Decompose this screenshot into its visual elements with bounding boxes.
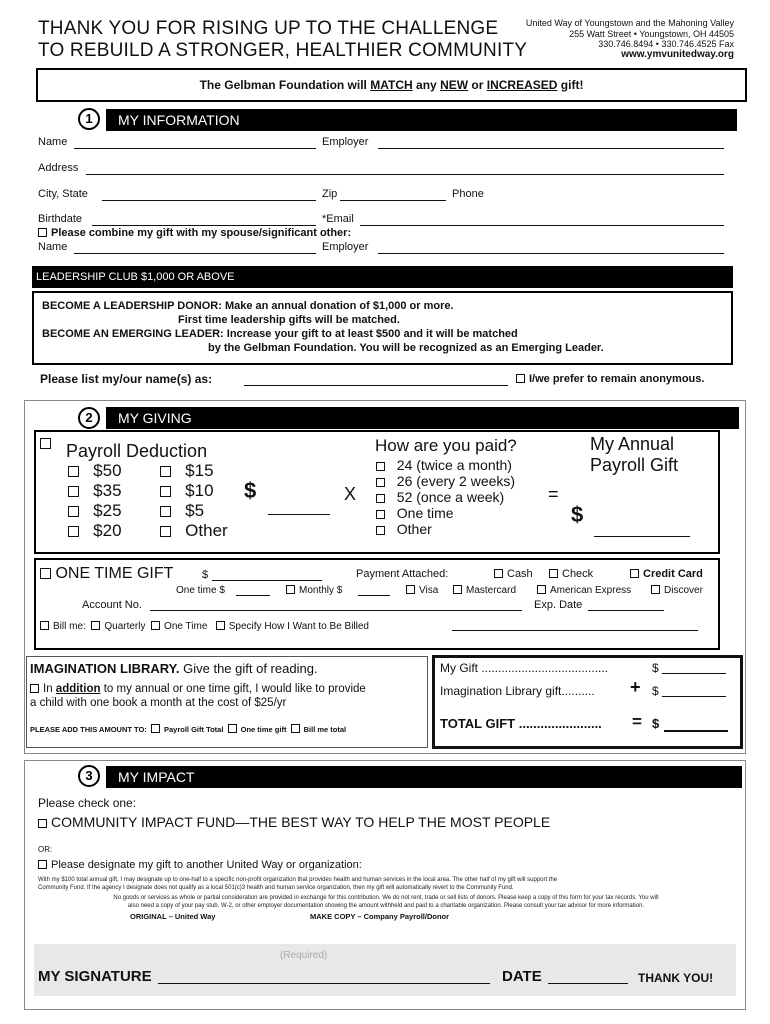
visa-checkbox[interactable]	[406, 585, 415, 594]
birthdate-field[interactable]	[92, 225, 316, 226]
imagination-gift-field[interactable]	[662, 696, 726, 697]
section-3-number: 3	[78, 765, 100, 787]
check-label: Check	[562, 568, 594, 580]
payroll-amounts-right	[160, 461, 228, 541]
payment-attached-label: Payment Attached:	[356, 568, 449, 580]
emerging-leader-recognition: by the Gelbman Foundation. You will be recognized as an Emerging Leader.	[208, 342, 604, 354]
one-time-billing-label: One Time	[164, 621, 208, 632]
city-state-field[interactable]	[102, 200, 316, 201]
mastercard-label: Mastercard	[466, 585, 517, 596]
specify-billing-field[interactable]	[452, 630, 698, 631]
match-prefix: The Gelbman Foundation will	[199, 78, 367, 92]
my-gift-label: My Gift ......................................	[440, 661, 609, 675]
my-gift-dollar: $	[652, 661, 659, 675]
fine-print-3: No goods or services as whole or partial consideration are provided in exchange for this contribution. We do not rent, trade or sell lists of donors. Please keep a copy of this form for your tax records. You will	[113, 895, 659, 901]
add-amount-label: PLEASE ADD THIS AMOUNT TO:	[30, 725, 147, 734]
pay-frequency-list	[376, 457, 515, 537]
imagination-checkbox[interactable]	[30, 684, 39, 693]
pay-frequency-checkbox[interactable]	[376, 462, 385, 471]
pay-frequency-option[interactable]: Other	[376, 521, 515, 537]
imagination-title-row	[30, 661, 318, 676]
amount-checkbox[interactable]	[68, 466, 79, 477]
exp-date-label: Exp. Date	[534, 599, 583, 611]
add-bill-me-checkbox[interactable]	[291, 724, 300, 733]
amount-option[interactable]: $50	[68, 461, 122, 481]
fine-print-2: Community Fund. If the agency I designate does not qualify as a local 501(c)3 health and human service organization, then my gift will automatically revert to the Community Fund.	[38, 884, 514, 891]
annual-gift-title	[590, 434, 678, 476]
community-fund-option[interactable]	[38, 814, 550, 830]
section-2-header	[106, 407, 739, 429]
pay-frequency-option[interactable]: One time	[376, 505, 515, 521]
community-fund-checkbox[interactable]	[38, 819, 47, 828]
zip-label: Zip	[322, 188, 338, 200]
signature-field[interactable]	[158, 983, 490, 984]
imagination-gift-dollar: $	[652, 684, 659, 698]
email-label: *Email	[322, 213, 354, 225]
leadership-box	[32, 291, 733, 365]
per-period-amount-field[interactable]	[268, 514, 330, 515]
phone-label: Phone	[452, 188, 484, 200]
bill-me-row	[40, 621, 369, 632]
match-or: or	[471, 78, 484, 92]
or-label: OR:	[38, 845, 53, 854]
pay-frequency-checkbox[interactable]	[376, 526, 385, 535]
equals-sign: =	[548, 484, 559, 504]
designate-label: Please designate my gift to another United Way or organization:	[51, 859, 362, 871]
pay-frequency-checkbox[interactable]	[376, 494, 385, 503]
times-sign: X	[344, 484, 357, 504]
org-website: www.ymvunitedway.org	[621, 48, 734, 60]
bill-me-checkbox[interactable]	[40, 621, 49, 630]
amex-label: American Express	[550, 585, 632, 596]
pay-frequency-checkbox[interactable]	[376, 478, 385, 487]
total-gift-field[interactable]	[664, 730, 728, 732]
fine-print-1: With my $100 total annual gift, I may designate up to one-half to a specific non-profit organization that provides health and human services in the local area. The other half of my gift will support the	[38, 877, 558, 883]
zip-field[interactable]	[340, 200, 446, 201]
email-field[interactable]	[360, 225, 724, 226]
cash-option[interactable]	[494, 568, 533, 580]
spouse-name-field[interactable]	[74, 253, 316, 254]
section-2-number: 2	[78, 407, 100, 429]
combine-label: Please combine my gift with my spouse/significant other:	[51, 227, 352, 239]
match-increased: INCREASED	[486, 78, 558, 92]
pay-frequency-option[interactable]: 52 (once a week)	[376, 489, 515, 505]
list-names-label: Please list my/our name(s) as:	[40, 372, 213, 386]
discover-label: Discover	[664, 585, 703, 596]
one-time-gift-amount-field[interactable]	[212, 580, 322, 581]
discover-checkbox[interactable]	[651, 585, 660, 594]
amount-checkbox[interactable]	[160, 466, 171, 477]
leadership-header	[32, 266, 733, 288]
designate-checkbox[interactable]	[38, 860, 47, 869]
org-phone: 330.746.8494 • 330.746.4525 Fax	[598, 39, 734, 49]
copy-note: MAKE COPY – Company Payroll/Donor	[310, 912, 450, 921]
specify-billing-label: Specify How I Want to Be Billed	[228, 621, 369, 632]
check-option[interactable]	[549, 568, 593, 580]
address-field[interactable]	[86, 174, 724, 175]
mastercard-checkbox[interactable]	[453, 585, 462, 594]
amount-option[interactable]: $25	[68, 501, 122, 521]
imagination-tagline: Give the gift of reading.	[183, 661, 318, 676]
amount-checkbox[interactable]	[160, 526, 171, 537]
title-line-1: THANK YOU FOR RISING UP TO THE CHALLENGE	[38, 18, 499, 39]
monthly-option[interactable]	[286, 585, 342, 596]
org-name: United Way of Youngstown and the Mahoning Valley	[525, 18, 734, 28]
leadership-first-time-text: First time leadership gifts will be matched.	[178, 314, 400, 326]
match-word: MATCH	[370, 78, 413, 92]
anonymous-row	[516, 373, 704, 385]
how-paid-label: How are you paid?	[375, 436, 517, 455]
one-time-billing-checkbox[interactable]	[151, 621, 160, 630]
designate-option[interactable]	[38, 859, 362, 871]
spouse-employer-label: Employer	[322, 241, 369, 253]
title-line-2: TO REBUILD A STRONGER, HEALTHIER COMMUNITY	[38, 40, 528, 61]
payroll-amounts-left	[68, 461, 122, 541]
list-names-field[interactable]	[244, 385, 508, 386]
amount-option[interactable]: $35	[68, 481, 122, 501]
visa-label: Visa	[419, 585, 439, 596]
amount-checkbox[interactable]	[68, 506, 79, 517]
leadership-donor-text: BECOME A LEADERSHIP DONOR: Make an annual donation of $1,000 or more.	[42, 300, 454, 312]
amex-option[interactable]	[537, 585, 631, 596]
one-time-amount-label: One time $	[176, 585, 225, 596]
spouse-employer-field[interactable]	[378, 253, 724, 254]
credit-card-option[interactable]	[630, 568, 703, 580]
combine-checkbox[interactable]	[38, 228, 47, 237]
quarterly-label: Quarterly	[104, 621, 146, 632]
total-gift-label: TOTAL GIFT .......................	[440, 716, 602, 731]
city-state-label: City, State	[38, 188, 88, 200]
section-1-number: 1	[78, 108, 100, 130]
amount-option[interactable]: Other	[160, 521, 228, 541]
thank-you-text: THANK YOU!	[638, 971, 714, 985]
total-gift-dollar: $	[652, 716, 660, 731]
amount-checkbox[interactable]	[68, 486, 79, 497]
annual-gift-dollar: $	[571, 502, 584, 527]
mastercard-option[interactable]	[453, 585, 516, 596]
add-payroll-label: Payroll Gift Total	[163, 725, 224, 734]
check-one-label: Please check one:	[38, 796, 137, 810]
required-hint: (Required)	[280, 950, 328, 961]
match-suffix: gift!	[560, 78, 584, 92]
employer-label: Employer	[322, 136, 369, 148]
my-gift-field[interactable]	[662, 673, 726, 674]
date-field[interactable]	[548, 983, 628, 984]
per-period-dollar: $	[244, 478, 257, 503]
designation-fine-print	[38, 877, 728, 892]
original-note: ORIGINAL – United Way	[130, 912, 216, 921]
account-no-label: Account No.	[82, 599, 142, 611]
page-title	[38, 18, 527, 62]
cash-checkbox[interactable]	[494, 569, 503, 578]
monthly-checkbox[interactable]	[286, 585, 295, 594]
match-any: any	[416, 78, 437, 92]
add-one-time-checkbox[interactable]	[228, 724, 237, 733]
one-time-amount-field[interactable]	[236, 595, 270, 596]
annual-gift-title-line-2: Payroll Gift	[590, 455, 679, 475]
address-label: Address	[38, 162, 79, 174]
cash-label: Cash	[507, 568, 533, 580]
amount-checkbox[interactable]	[160, 506, 171, 517]
match-new: NEW	[440, 78, 469, 92]
amount-checkbox[interactable]	[160, 486, 171, 497]
amount-option[interactable]: $10	[160, 481, 228, 501]
pay-frequency-option[interactable]: 24 (twice a month)	[376, 457, 515, 473]
exp-date-field[interactable]	[588, 610, 664, 611]
specify-billing-checkbox[interactable]	[216, 621, 225, 630]
visa-option[interactable]	[406, 585, 438, 596]
section-2-title: MY GIVING	[118, 410, 192, 426]
add-bill-me-label: Bill me total	[303, 725, 347, 734]
amount-checkbox[interactable]	[68, 526, 79, 537]
name-field[interactable]	[74, 148, 316, 149]
birthdate-label: Birthdate	[38, 213, 83, 225]
monthly-amount-field[interactable]	[358, 595, 390, 596]
imagination-text-1: to my annual or one time gift, I would like to provide	[103, 683, 366, 695]
pay-frequency-option[interactable]: 26 (every 2 weeks)	[376, 473, 515, 489]
anonymous-checkbox[interactable]	[516, 374, 525, 383]
imagination-description	[30, 682, 366, 710]
tax-fine-print	[38, 895, 734, 910]
amount-option[interactable]: $15	[160, 461, 228, 481]
pay-frequency-checkbox[interactable]	[376, 510, 385, 519]
payroll-label: Payroll Deduction	[66, 441, 208, 461]
amex-checkbox[interactable]	[537, 585, 546, 594]
leadership-title: LEADERSHIP CLUB $1,000 OR ABOVE	[36, 271, 235, 283]
credit-card-checkbox[interactable]	[630, 569, 639, 578]
date-label: DATE	[502, 968, 542, 985]
add-payroll-checkbox[interactable]	[151, 724, 160, 733]
section-3-title: MY IMPACT	[118, 769, 195, 785]
annual-gift-title-line-1: My Annual	[590, 434, 675, 454]
account-no-field[interactable]	[150, 610, 522, 611]
total-equals-sign: =	[632, 712, 642, 731]
name-label: Name	[38, 136, 68, 148]
add-one-time-label: One time gift	[240, 725, 287, 734]
credit-card-label: Credit Card	[643, 568, 703, 580]
one-time-gift-checkbox[interactable]	[40, 568, 51, 579]
imagination-addition: addition	[55, 683, 101, 695]
org-block	[526, 18, 734, 60]
monthly-label: Monthly $	[299, 585, 343, 596]
combine-row	[38, 227, 351, 239]
payroll-checkbox[interactable]	[40, 438, 51, 449]
section-3-header	[106, 766, 742, 788]
one-time-gift-dollar: $	[202, 569, 209, 581]
signature-label: MY SIGNATURE	[38, 968, 152, 985]
amount-option[interactable]: $20	[68, 521, 122, 541]
bill-me-label: Bill me:	[53, 621, 86, 632]
plus-sign: +	[630, 677, 641, 697]
imagination-text-2: a child with one book a month at the cost of $25/yr	[30, 697, 287, 709]
section-1-title: MY INFORMATION	[118, 112, 240, 128]
emerging-leader-text: BECOME AN EMERGING LEADER: Increase your gift to at least $500 and it will be matched	[42, 328, 518, 340]
quarterly-checkbox[interactable]	[91, 621, 100, 630]
community-fund-label: COMMUNITY IMPACT FUND—THE BEST WAY TO HELP THE MOST PEOPLE	[51, 814, 551, 830]
one-time-gift-row	[40, 565, 173, 583]
check-checkbox[interactable]	[549, 569, 558, 578]
imagination-title: IMAGINATION LIBRARY.	[30, 661, 180, 676]
discover-option[interactable]	[651, 585, 703, 596]
imagination-add-row	[30, 724, 346, 734]
one-time-gift-label: ONE TIME GIFT	[55, 565, 174, 582]
employer-field[interactable]	[378, 148, 724, 149]
match-banner	[36, 68, 747, 102]
spouse-name-label: Name	[38, 241, 68, 253]
imagination-gift-label: Imagination Library gift..........	[440, 684, 595, 698]
imagination-in: In	[43, 683, 53, 695]
fine-print-4: also need a copy of your pay stub, W-2, or other employer documentation showing the amount withheld and paid to a charitable organization. Please consult your tax advisor for more information.	[127, 902, 645, 909]
anonymous-label: I/we prefer to remain anonymous.	[529, 373, 705, 385]
section-1-header	[106, 109, 737, 131]
annual-gift-field[interactable]	[594, 536, 690, 537]
org-address: 255 Watt Street • Youngstown, OH 44505	[569, 28, 734, 39]
amount-option[interactable]: $5	[160, 501, 228, 521]
